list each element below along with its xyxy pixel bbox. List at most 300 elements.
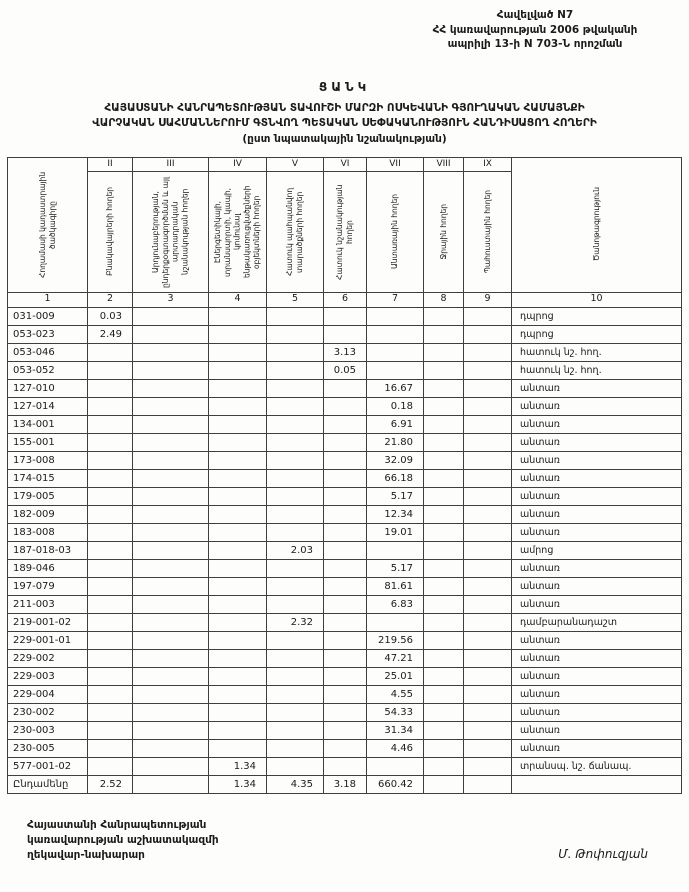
area-value — [133, 685, 209, 703]
area-value — [209, 595, 267, 613]
parcel-code: 229-001-01 — [8, 631, 88, 649]
parcel-code: 229-004 — [8, 685, 88, 703]
land-use-note: անտառ — [512, 685, 682, 703]
area-value — [324, 487, 367, 505]
table-row — [8, 559, 682, 577]
area-value — [464, 703, 512, 721]
area-value — [88, 541, 133, 559]
column-number: 1 — [8, 292, 88, 307]
area-value: 16.67 — [367, 379, 424, 397]
document-footer — [7, 818, 682, 864]
area-value — [324, 757, 367, 775]
area-value — [424, 505, 464, 523]
area-value — [324, 613, 367, 631]
parcel-code: 031-009 — [8, 307, 88, 325]
area-value — [324, 325, 367, 343]
land-use-note: անտառ — [512, 559, 682, 577]
area-value — [464, 361, 512, 379]
col-header-note — [512, 157, 682, 292]
table-row — [8, 595, 682, 613]
col-header-label: Արդյունաբերության, ընդերքօգտագործման և այլ արտադրական նշանակության հողեր — [151, 175, 190, 288]
area-value — [88, 397, 133, 415]
area-value — [133, 325, 209, 343]
total-label: Ընդամենը — [8, 775, 88, 793]
title-main: ՑԱՆԿ — [318, 80, 371, 95]
area-value — [464, 757, 512, 775]
area-value — [464, 433, 512, 451]
area-value — [324, 685, 367, 703]
area-value — [464, 397, 512, 415]
area-value — [424, 703, 464, 721]
area-value — [464, 307, 512, 325]
area-value — [209, 397, 267, 415]
parcel-code: 053-023 — [8, 325, 88, 343]
area-value — [367, 307, 424, 325]
area-value — [267, 667, 324, 685]
col-header-label: Ջրային հողեր — [438, 203, 448, 260]
table-header — [8, 157, 682, 307]
table-row — [8, 541, 682, 559]
parcel-code: 197-079 — [8, 577, 88, 595]
area-value — [88, 433, 133, 451]
col-header-transport — [209, 157, 267, 292]
area-value — [464, 775, 512, 793]
area-value — [424, 451, 464, 469]
table-row — [8, 487, 682, 505]
land-use-note: անտառ — [512, 433, 682, 451]
roman-numeral: VII — [367, 158, 423, 172]
area-value — [209, 307, 267, 325]
column-number: 4 — [209, 292, 267, 307]
area-value — [133, 433, 209, 451]
area-value — [209, 505, 267, 523]
area-value: 21.80 — [367, 433, 424, 451]
area-value — [267, 685, 324, 703]
area-value — [324, 397, 367, 415]
area-value — [424, 667, 464, 685]
area-value — [324, 415, 367, 433]
table-row — [8, 757, 682, 775]
land-use-note: դպրոց — [512, 307, 682, 325]
area-value — [88, 559, 133, 577]
col-header-industry — [133, 157, 209, 292]
area-value — [133, 595, 209, 613]
column-number-row — [8, 292, 682, 307]
parcel-code: 230-002 — [8, 703, 88, 721]
area-value — [464, 415, 512, 433]
land-use-note: ամրոց — [512, 541, 682, 559]
area-value — [133, 775, 209, 793]
area-value — [464, 343, 512, 361]
parcel-code: 229-003 — [8, 667, 88, 685]
area-value — [324, 433, 367, 451]
area-value — [267, 379, 324, 397]
area-value — [133, 415, 209, 433]
land-use-note: հատուկ նշ. հող. — [512, 361, 682, 379]
parcel-code: 211-003 — [8, 595, 88, 613]
area-value — [209, 739, 267, 757]
area-value — [367, 325, 424, 343]
area-value: 31.34 — [367, 721, 424, 739]
parcel-code: 230-003 — [8, 721, 88, 739]
area-value — [267, 361, 324, 379]
area-value — [424, 433, 464, 451]
area-value — [464, 541, 512, 559]
area-value: 81.61 — [367, 577, 424, 595]
area-value — [464, 613, 512, 631]
area-value — [424, 613, 464, 631]
col-header-label: Հատուկ պահպանվող տարածքների հողեր — [285, 187, 304, 276]
area-value — [324, 469, 367, 487]
area-value — [209, 721, 267, 739]
table-row — [8, 631, 682, 649]
area-value — [133, 649, 209, 667]
area-value — [424, 721, 464, 739]
col-header-protected — [267, 157, 324, 292]
table-body — [8, 307, 682, 793]
area-value — [209, 469, 267, 487]
land-use-note: դամբարանադաշտ — [512, 613, 682, 631]
land-use-note: անտառ — [512, 451, 682, 469]
parcel-code: 187-018-03 — [8, 541, 88, 559]
area-value — [324, 505, 367, 523]
area-value — [267, 343, 324, 361]
table-row — [8, 361, 682, 379]
title-line: ՎԱՐՉԱԿԱՆ ՍԱՀՄԱՆՆԵՐՈՒՄ ԳՏՆՎՈՂ ՊԵՏԱԿԱՆ ՍԵՓԱԿԱՆՈՒԹՅՈՒՆ ՀԱՆԴԻՍԱՑՈՂ ՀՈՂԵՐԻ — [92, 117, 597, 130]
area-value — [209, 541, 267, 559]
land-use-note: անտառ — [512, 721, 682, 739]
area-value — [424, 325, 464, 343]
area-value — [464, 739, 512, 757]
area-value — [464, 685, 512, 703]
area-value — [464, 379, 512, 397]
area-value: 219.56 — [367, 631, 424, 649]
area-value — [267, 631, 324, 649]
land-use-note: անտառ — [512, 649, 682, 667]
area-value — [88, 649, 133, 667]
area-value — [424, 685, 464, 703]
column-number: 2 — [88, 292, 133, 307]
area-value — [267, 451, 324, 469]
area-value — [267, 577, 324, 595]
roman-numeral: II — [88, 158, 132, 172]
table-row — [8, 703, 682, 721]
col-header-label: Անտառային հողեր — [390, 194, 400, 269]
area-value — [464, 577, 512, 595]
land-use-note: անտառ — [512, 487, 682, 505]
area-value — [424, 469, 464, 487]
land-use-note: անտառ — [512, 667, 682, 685]
area-value: 2.32 — [267, 613, 324, 631]
area-value — [324, 703, 367, 721]
roman-numeral: VIII — [424, 158, 463, 172]
area-value — [209, 577, 267, 595]
roman-numeral: V — [267, 158, 323, 172]
area-value — [88, 379, 133, 397]
area-value — [133, 541, 209, 559]
area-value — [88, 667, 133, 685]
area-value — [367, 757, 424, 775]
area-value — [88, 523, 133, 541]
land-parcels-table — [7, 157, 682, 794]
area-value — [133, 343, 209, 361]
area-value — [424, 397, 464, 415]
area-value — [267, 505, 324, 523]
table-row — [8, 721, 682, 739]
area-value — [464, 631, 512, 649]
column-number: 10 — [512, 292, 682, 307]
area-value — [424, 739, 464, 757]
table-row — [8, 577, 682, 595]
col-header-label: Ծանոթագրություն — [591, 187, 601, 262]
land-use-note: անտառ — [512, 703, 682, 721]
area-value — [424, 649, 464, 667]
area-value — [424, 775, 464, 793]
area-value — [88, 613, 133, 631]
signatory-title — [27, 818, 219, 864]
area-value — [88, 505, 133, 523]
table-row — [8, 469, 682, 487]
area-value — [133, 613, 209, 631]
parcel-code: 229-002 — [8, 649, 88, 667]
table-row — [8, 667, 682, 685]
area-value — [464, 559, 512, 577]
area-value — [324, 595, 367, 613]
area-value — [424, 523, 464, 541]
area-value: 660.42 — [367, 775, 424, 793]
area-value — [267, 595, 324, 613]
area-value — [133, 577, 209, 595]
area-value — [209, 649, 267, 667]
col-header-code — [8, 157, 88, 292]
area-value — [424, 343, 464, 361]
area-value — [424, 361, 464, 379]
table-row — [8, 343, 682, 361]
area-value — [88, 469, 133, 487]
land-use-note: անտառ — [512, 631, 682, 649]
area-value — [133, 379, 209, 397]
area-value: 4.55 — [367, 685, 424, 703]
table-row — [8, 379, 682, 397]
area-value: 32.09 — [367, 451, 424, 469]
roman-numeral: IV — [209, 158, 266, 172]
area-value — [324, 379, 367, 397]
area-value: 5.17 — [367, 559, 424, 577]
area-value — [424, 379, 464, 397]
area-value — [324, 307, 367, 325]
col-header-water — [424, 157, 464, 292]
land-use-note: անտառ — [512, 379, 682, 397]
area-value — [324, 721, 367, 739]
col-header-label: Բնակավայրերի հողեր — [105, 187, 115, 276]
area-value: 0.18 — [367, 397, 424, 415]
column-number: 6 — [324, 292, 367, 307]
land-use-note: անտառ — [512, 523, 682, 541]
col-header-label: Հողամասի կադաստրային ծածկագիրը — [37, 171, 57, 278]
area-value — [88, 487, 133, 505]
area-value — [209, 523, 267, 541]
area-value — [209, 343, 267, 361]
area-value: 19.01 — [367, 523, 424, 541]
area-value — [464, 469, 512, 487]
parcel-code: 134-001 — [8, 415, 88, 433]
appendix-line: ապրիլի 13-ի N 703-Ն որոշման — [447, 38, 623, 51]
col-header-special — [324, 157, 367, 292]
area-value — [464, 325, 512, 343]
land-use-note: անտառ — [512, 577, 682, 595]
table-row — [8, 415, 682, 433]
roman-numeral: III — [133, 158, 208, 172]
area-value — [209, 451, 267, 469]
area-value — [88, 685, 133, 703]
land-use-note: տրանսպ. նշ. ճանապ. — [512, 757, 682, 775]
area-value — [133, 361, 209, 379]
appendix-reference — [410, 8, 660, 52]
area-value — [464, 487, 512, 505]
land-use-note: անտառ — [512, 397, 682, 415]
area-value — [133, 757, 209, 775]
parcel-code: 182-009 — [8, 505, 88, 523]
area-value — [209, 487, 267, 505]
area-value: 5.17 — [367, 487, 424, 505]
area-value: 3.18 — [324, 775, 367, 793]
area-value — [267, 739, 324, 757]
area-value — [424, 631, 464, 649]
table-row — [8, 523, 682, 541]
header-row — [8, 157, 682, 292]
area-value — [209, 361, 267, 379]
area-value — [424, 559, 464, 577]
area-value: 0.05 — [324, 361, 367, 379]
area-value — [464, 523, 512, 541]
signature-name: Մ. Թոփուզյան — [558, 847, 648, 862]
table-row — [8, 649, 682, 667]
col-header-forest — [367, 157, 424, 292]
area-value — [267, 397, 324, 415]
area-value — [424, 487, 464, 505]
area-value — [267, 307, 324, 325]
area-value — [464, 595, 512, 613]
area-value: 0.03 — [88, 307, 133, 325]
area-value — [424, 595, 464, 613]
area-value — [367, 361, 424, 379]
area-value — [209, 685, 267, 703]
area-value — [88, 361, 133, 379]
area-value: 4.46 — [367, 739, 424, 757]
area-value — [367, 613, 424, 631]
parcel-code: 127-010 — [8, 379, 88, 397]
column-number: 5 — [267, 292, 324, 307]
area-value — [424, 577, 464, 595]
land-use-note: անտառ — [512, 739, 682, 757]
area-value: 4.35 — [267, 775, 324, 793]
area-value — [424, 307, 464, 325]
parcel-code: 127-014 — [8, 397, 88, 415]
table-row — [8, 685, 682, 703]
area-value — [133, 523, 209, 541]
area-value — [88, 577, 133, 595]
area-value: 1.34 — [209, 775, 267, 793]
parcel-code: 053-046 — [8, 343, 88, 361]
area-value — [133, 667, 209, 685]
parcel-code: 230-005 — [8, 739, 88, 757]
area-value — [209, 667, 267, 685]
area-value: 2.03 — [267, 541, 324, 559]
area-value — [267, 415, 324, 433]
area-value — [133, 721, 209, 739]
area-value — [464, 505, 512, 523]
area-value — [133, 739, 209, 757]
area-value: 47.21 — [367, 649, 424, 667]
land-use-note — [512, 775, 682, 793]
column-number: 7 — [367, 292, 424, 307]
table-row — [8, 739, 682, 757]
table-row — [8, 433, 682, 451]
area-value — [464, 649, 512, 667]
area-value: 54.33 — [367, 703, 424, 721]
area-value — [88, 721, 133, 739]
column-number: 8 — [424, 292, 464, 307]
area-value — [267, 469, 324, 487]
area-value — [88, 703, 133, 721]
area-value — [209, 325, 267, 343]
table-row — [8, 397, 682, 415]
area-value — [209, 415, 267, 433]
area-value — [133, 397, 209, 415]
area-value — [133, 307, 209, 325]
area-value — [324, 451, 367, 469]
area-value — [267, 721, 324, 739]
area-value — [209, 559, 267, 577]
area-value — [324, 631, 367, 649]
parcel-code: 155-001 — [8, 433, 88, 451]
area-value — [133, 487, 209, 505]
area-value — [88, 343, 133, 361]
area-value — [464, 667, 512, 685]
area-value — [267, 433, 324, 451]
total-row — [8, 775, 682, 793]
area-value — [324, 649, 367, 667]
land-use-note: անտառ — [512, 505, 682, 523]
title-subtitle: (ըստ նպատակային նշանակության) — [242, 132, 447, 145]
area-value — [324, 541, 367, 559]
table-row — [8, 505, 682, 523]
area-value — [88, 757, 133, 775]
parcel-code: 053-052 — [8, 361, 88, 379]
col-header-label: Հատուկ նշանակության հողեր — [335, 183, 354, 280]
parcel-code: 219-001-02 — [8, 613, 88, 631]
area-value — [424, 415, 464, 433]
parcel-code: 174-015 — [8, 469, 88, 487]
area-value — [424, 757, 464, 775]
area-value — [267, 703, 324, 721]
appendix-line: Հավելված N7 — [496, 9, 574, 21]
area-value — [324, 559, 367, 577]
column-number: 9 — [464, 292, 512, 307]
land-use-note: անտառ — [512, 415, 682, 433]
area-value — [88, 739, 133, 757]
area-value: 2.52 — [88, 775, 133, 793]
area-value — [133, 505, 209, 523]
area-value — [267, 325, 324, 343]
area-value — [324, 739, 367, 757]
area-value — [209, 613, 267, 631]
area-value — [88, 415, 133, 433]
area-value — [209, 631, 267, 649]
area-value — [133, 559, 209, 577]
area-value: 12.34 — [367, 505, 424, 523]
parcel-code: 183-008 — [8, 523, 88, 541]
